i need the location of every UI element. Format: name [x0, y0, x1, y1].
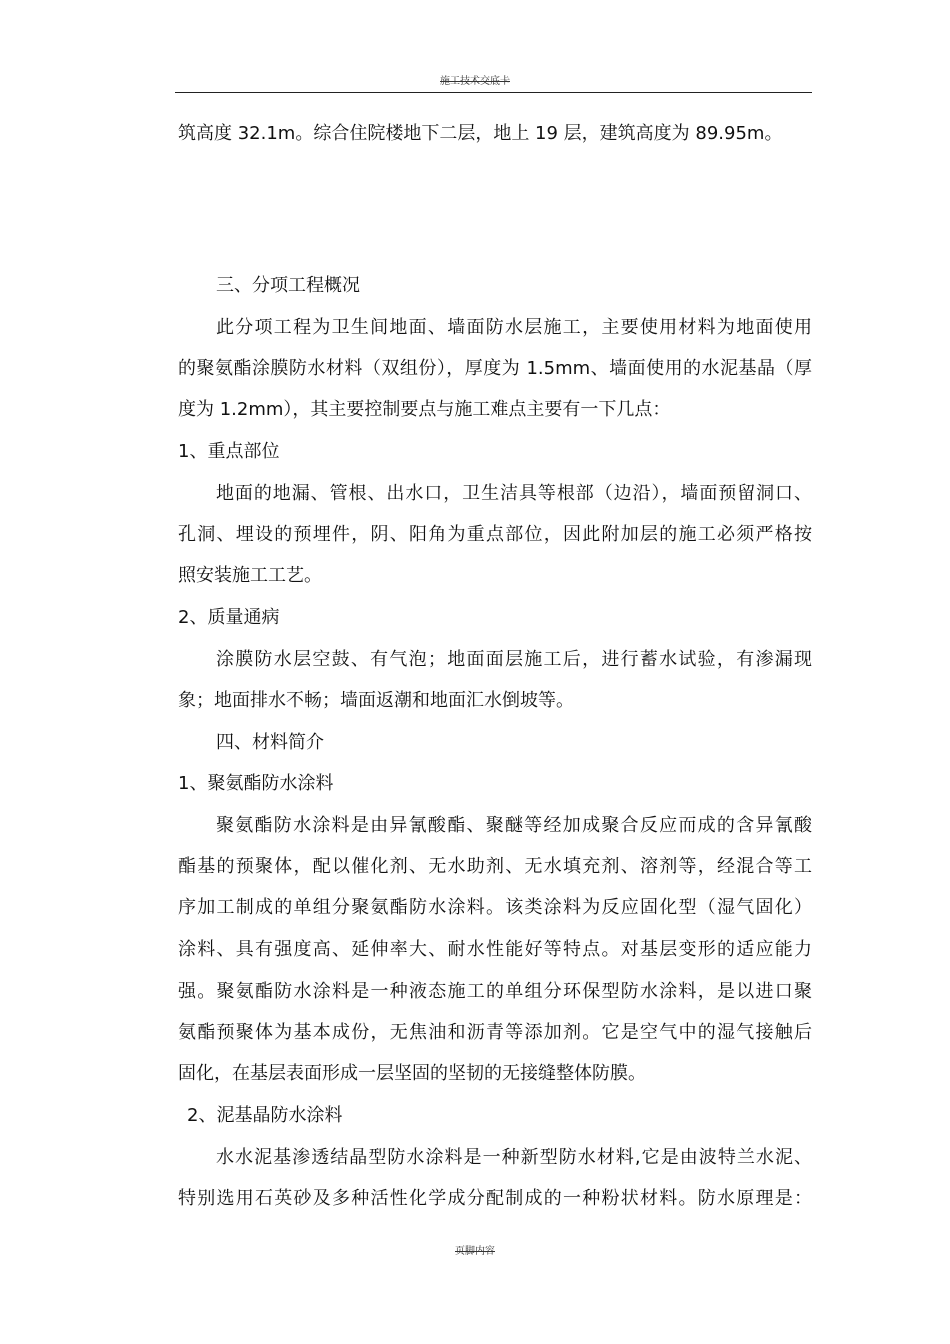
body-text-line: 特别选用石英砂及多种活性化学成分配制成的一种粉状材料。防水原理是：	[178, 1188, 812, 1209]
subsection-heading: 2、泥基晶防水涂料	[187, 1105, 343, 1126]
subsection-heading: 2、质量通病	[178, 607, 280, 628]
body-text-line: 象；地面排水不畅；墙面返潮和地面汇水倒坡等。	[178, 690, 574, 711]
body-text-line: 固化，在基层表面形成一层坚固的坚韧的无接缝整体防膜。	[178, 1063, 646, 1084]
header-divider	[175, 92, 812, 93]
page-header-title: 施工技术交底卡	[440, 76, 510, 87]
section-heading: 三、分项工程概况	[216, 275, 360, 296]
body-text-line: 强。聚氨酯防水涂料是一种液态施工的单组分环保型防水涂料，是以进口聚	[178, 981, 812, 1002]
body-text-line: 地面的地漏、管根、出水口，卫生洁具等根部（边沿），墙面预留洞口、	[216, 483, 812, 504]
body-text-line: 照安装施工工艺。	[178, 565, 322, 586]
section-heading: 四、材料简介	[216, 732, 324, 753]
body-text-line: 水水泥基渗透结晶型防水涂料是一种新型防水材料,它是由波特兰水泥、	[216, 1147, 812, 1168]
body-text-line: 此分项工程为卫生间地面、墙面防水层施工，主要使用材料为地面使用	[216, 317, 812, 338]
page-footer: 页脚内容	[455, 1246, 495, 1257]
body-text-line: 涂膜防水层空鼓、有气泡；地面面层施工后，进行蓄水试验，有渗漏现	[216, 649, 812, 670]
subsection-heading: 1、重点部位	[178, 441, 280, 462]
body-text-line: 的聚氨酯涂膜防水材料（双组份），厚度为 1.5mm、墙面使用的水泥基晶（厚	[178, 358, 812, 379]
subsection-heading: 1、聚氨酯防水涂料	[178, 773, 334, 794]
body-text-line: 氨酯预聚体为基本成份，无焦油和沥青等添加剂。它是空气中的湿气接触后	[178, 1022, 812, 1043]
body-text-line: 筑高度 32.1m。综合住院楼地下二层，地上 19 层，建筑高度为 89.95m。	[178, 123, 783, 144]
body-text-line: 度为 1.2mm），其主要控制要点与施工难点主要有一下几点：	[178, 399, 671, 420]
body-text-line: 涂料、具有强度高、延伸率大、耐水性能好等特点。对基层变形的适应能力	[178, 939, 812, 960]
body-text-line: 酯基的预聚体，配以催化剂、无水助剂、无水填充剂、溶剂等，经混合等工	[178, 856, 812, 877]
body-text-line: 序加工制成的单组分聚氨酯防水涂料。该类涂料为反应固化型（湿气固化）	[178, 897, 812, 918]
body-text-line: 孔洞、埋设的预埋件，阴、阳角为重点部位，因此附加层的施工必须严格按	[178, 524, 812, 545]
body-text-line: 聚氨酯防水涂料是由异氰酸酯、聚醚等经加成聚合反应而成的含异氰酸	[216, 815, 812, 836]
